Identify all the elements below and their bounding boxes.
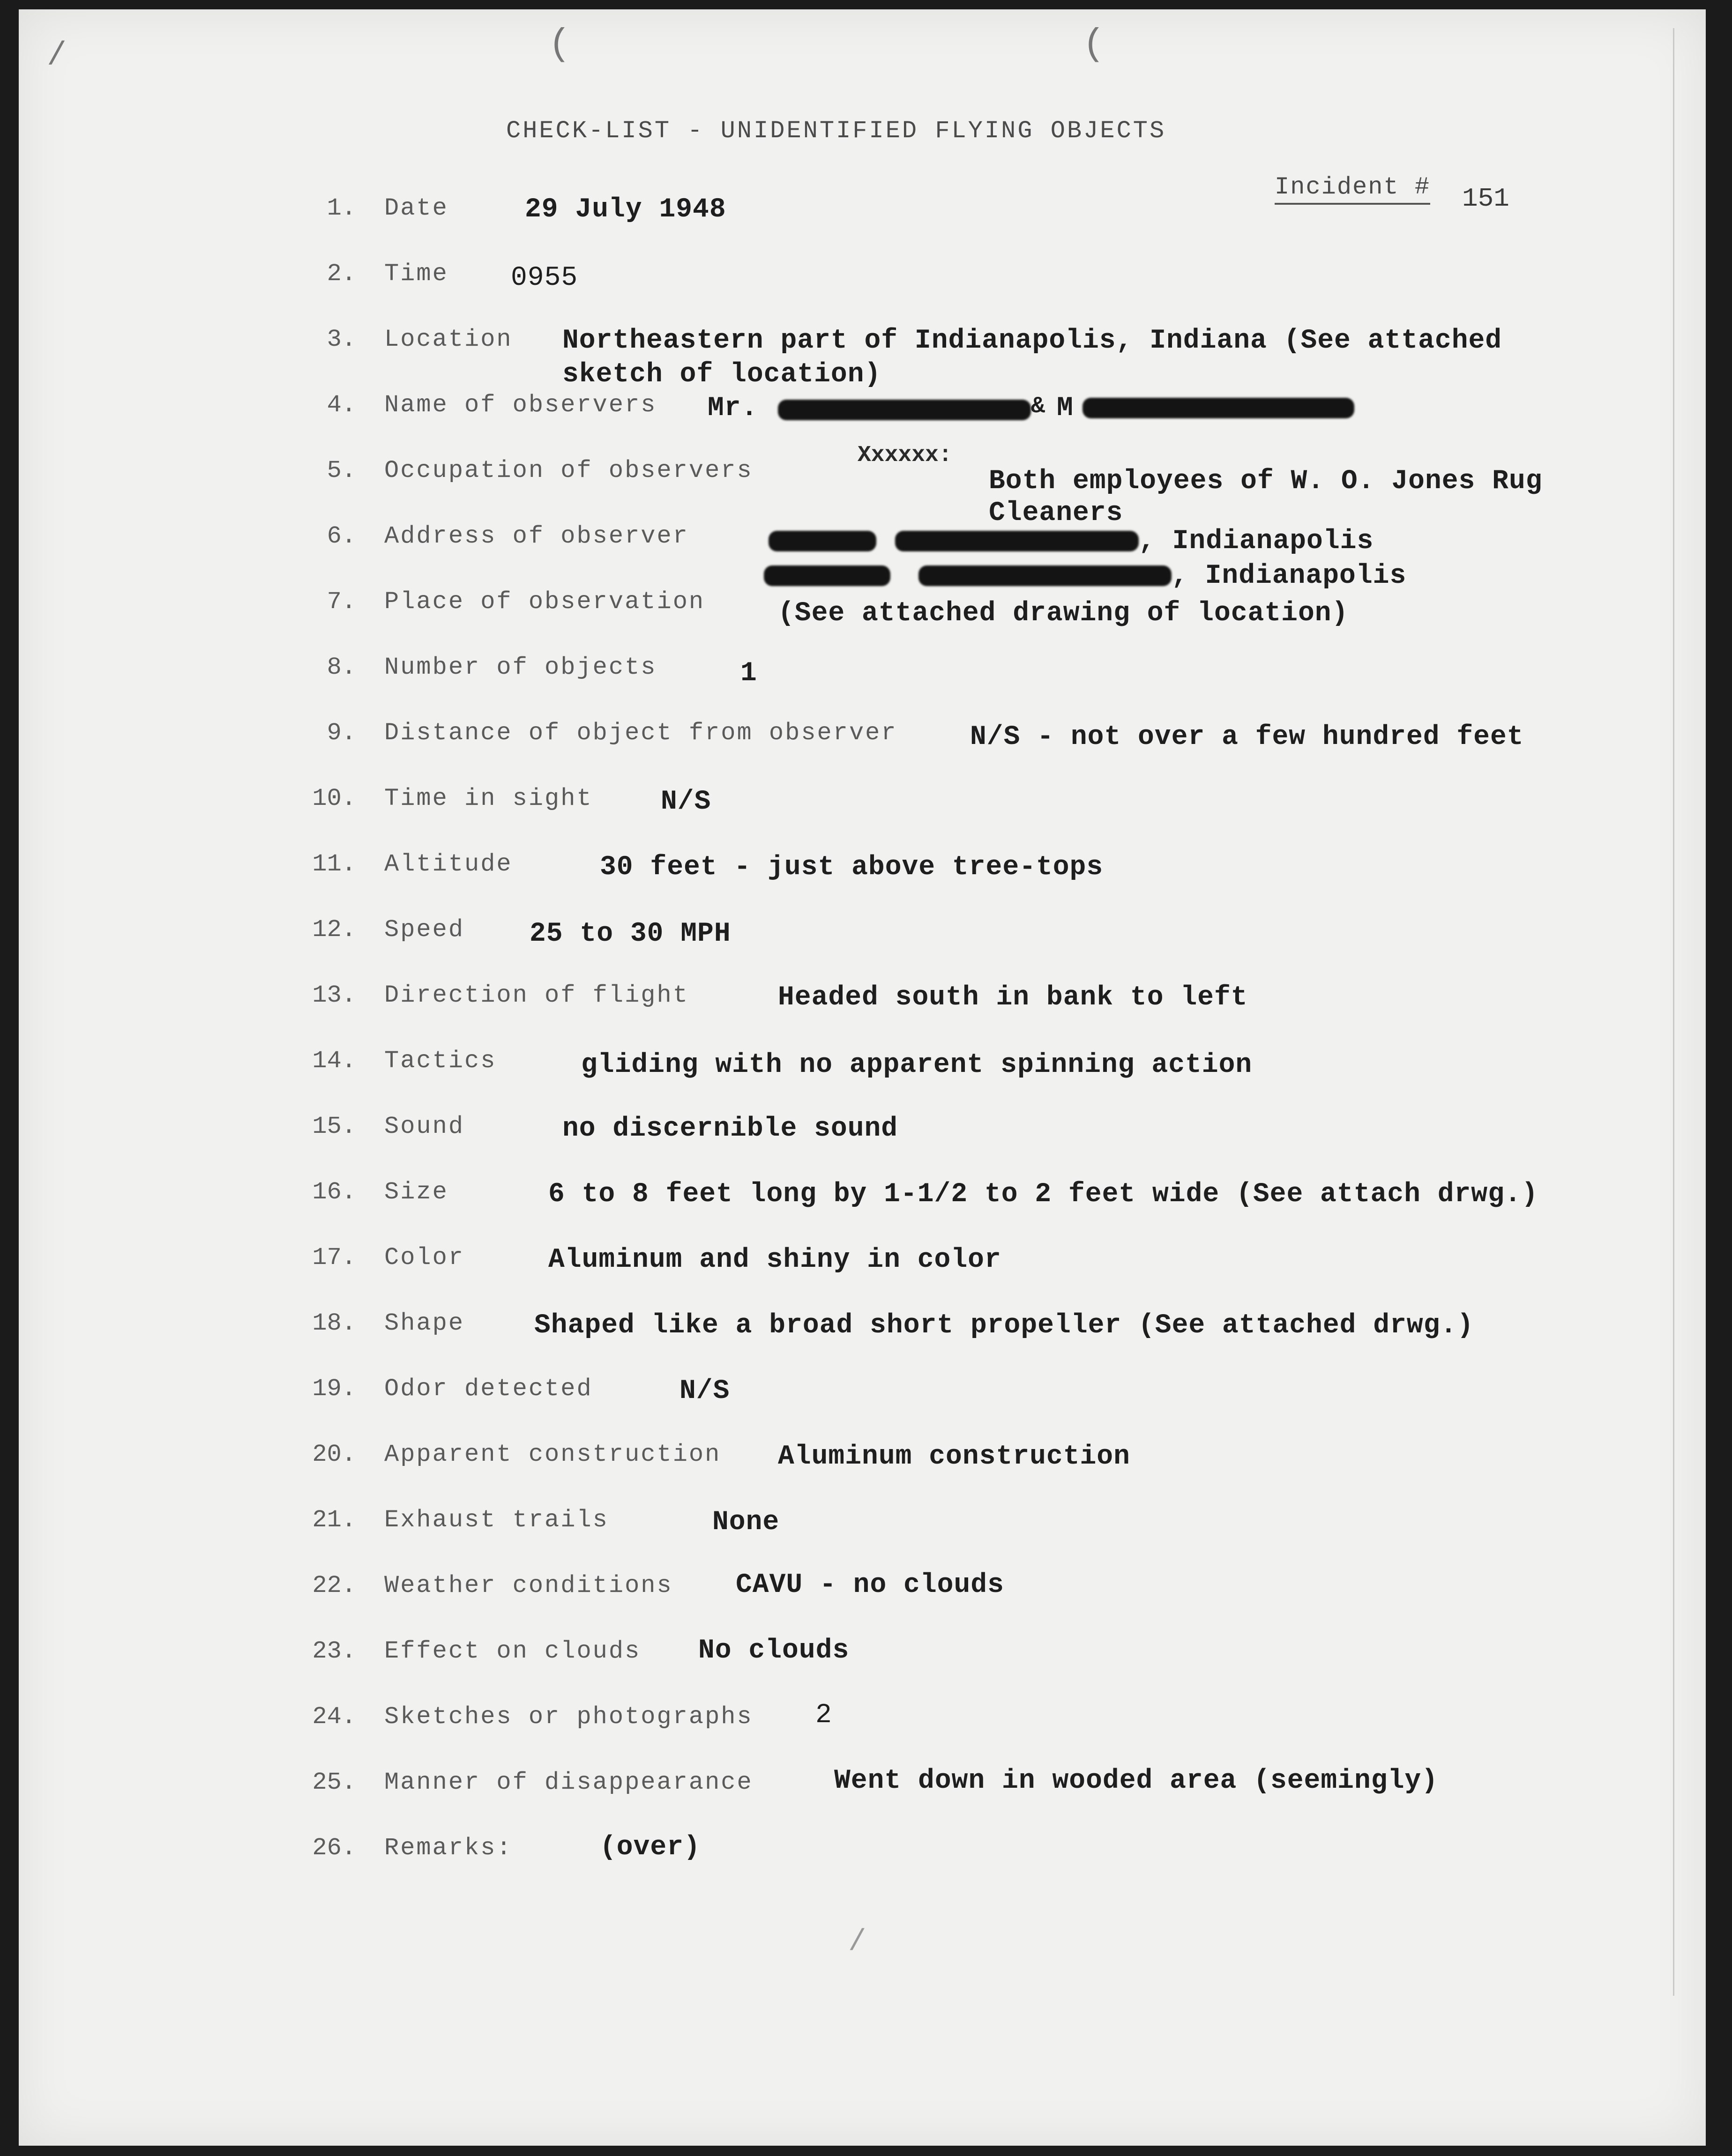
item-number: 14. — [312, 1047, 356, 1075]
item-label: Altitude — [384, 850, 513, 878]
item-label: Number of objects — [384, 654, 657, 681]
checklist-row-exhaust — [19, 1506, 1706, 1553]
item-label: Color — [384, 1244, 465, 1271]
checklist-row-place — [19, 588, 1706, 635]
item-value: Shaped like a broad short propeller (See attached drwg.) — [534, 1310, 1474, 1341]
item-number: 5. — [327, 457, 356, 484]
corner-mark: / — [47, 37, 67, 74]
item-number: 20. — [312, 1441, 356, 1468]
item-number: 21. — [312, 1506, 356, 1534]
item-label: Sketches or photographs — [384, 1703, 753, 1731]
item-label: Direction of flight — [384, 981, 689, 1009]
item-value: Headed south in bank to left — [778, 982, 1248, 1013]
checklist-row-remarks — [19, 1834, 1706, 1881]
checklist-row-disappearance — [19, 1766, 1706, 1815]
item-label: Exhaust trails — [384, 1506, 609, 1534]
item-value: no discernible sound — [562, 1114, 898, 1144]
item-label: Odor detected — [384, 1375, 593, 1403]
punch-mark-right: ( — [1082, 23, 1105, 66]
item-value: CAVU - no clouds — [736, 1570, 1004, 1600]
checklist-row-shape — [19, 1309, 1706, 1356]
punch-mark-left: ( — [548, 23, 571, 66]
item-value: 6 to 8 feet long by 1-1/2 to 2 feet wide (See attach drwg.) — [548, 1179, 1538, 1210]
item-number: 12. — [312, 916, 356, 944]
item-number: 16. — [312, 1178, 356, 1206]
checklist-row-sound — [19, 1113, 1706, 1160]
item-number: 1. — [327, 194, 356, 222]
checklist-row-effect-on-clouds — [19, 1637, 1706, 1684]
item-label: Sound — [384, 1113, 465, 1140]
item-value: Mr. — [708, 393, 758, 424]
checklist-row-address — [19, 522, 1706, 591]
item-value: , Indianapolis — [1139, 526, 1374, 557]
item-value-continued: , Indianapolis — [1172, 561, 1407, 591]
item-value: 1 — [740, 658, 757, 689]
item-label: Tactics — [384, 1047, 497, 1075]
item-value: Northeastern part of Indianapolis, Indiana (See attached — [562, 326, 1502, 356]
item-label: Occupation of observers — [384, 457, 753, 484]
document-title: CHECK-LIST - UNIDENTIFIED FLYING OBJECTS — [506, 117, 1166, 145]
item-value: gliding with no apparent spinning action — [581, 1050, 1253, 1080]
item-value-initial: M — [1057, 393, 1074, 424]
document-page — [19, 9, 1706, 2146]
item-label: Shape — [384, 1309, 465, 1337]
checklist-row-size — [19, 1178, 1706, 1225]
item-number: 18. — [312, 1309, 356, 1337]
redaction-bar — [769, 531, 876, 551]
redaction-bar — [778, 400, 1031, 420]
checklist-row-weather — [19, 1572, 1706, 1619]
item-label: Speed — [384, 916, 465, 944]
item-number: 2. — [327, 260, 356, 288]
checklist-row-occupation — [19, 443, 1706, 528]
incident-number: 151 — [1462, 184, 1509, 214]
redaction-bar — [764, 565, 890, 586]
item-number: 11. — [312, 850, 356, 878]
item-label: Manner of disappearance — [384, 1769, 753, 1796]
item-number: 6. — [327, 522, 356, 550]
item-value: N/S — [679, 1376, 730, 1406]
item-label: Size — [384, 1178, 448, 1206]
struck-text: Xxxxxx: — [858, 443, 952, 468]
item-number: 22. — [312, 1572, 356, 1599]
item-value: 25 to 30 MPH — [530, 919, 731, 949]
checklist-row-sketches — [19, 1700, 1706, 1750]
item-label: Effect on clouds — [384, 1637, 641, 1665]
item-number: 23. — [312, 1637, 356, 1665]
checklist-row-observers — [19, 391, 1706, 438]
checklist-row-altitude — [19, 850, 1706, 897]
item-value-continued: Cleaners — [989, 498, 1123, 528]
item-value-ampersand: & — [1031, 393, 1046, 420]
item-label: Name of observers — [384, 391, 657, 419]
item-number: 24. — [312, 1703, 356, 1731]
checklist-row-tactics — [19, 1047, 1706, 1094]
item-number: 4. — [327, 391, 356, 419]
incident-label: Incident # — [1275, 173, 1430, 205]
item-number: 7. — [327, 588, 356, 616]
item-number: 13. — [312, 981, 356, 1009]
item-label: Distance of object from observer — [384, 719, 897, 747]
redaction-bar — [895, 531, 1139, 551]
item-label: Time in sight — [384, 785, 593, 812]
item-label: Place of observation — [384, 588, 705, 616]
item-label: Apparent construction — [384, 1441, 721, 1468]
item-value: 29 July 1948 — [525, 194, 726, 225]
item-number: 8. — [327, 654, 356, 681]
checklist-row-date — [19, 194, 1706, 241]
item-number: 15. — [312, 1113, 356, 1140]
item-value: 2 — [815, 1700, 832, 1731]
item-value: No clouds — [698, 1636, 850, 1666]
redaction-bar — [1082, 398, 1354, 418]
item-value: Both employees of W. O. Jones Rug — [989, 466, 1543, 497]
item-number: 17. — [312, 1244, 356, 1271]
item-value: N/S - not over a few hundred feet — [970, 722, 1524, 752]
item-value: 0955 — [511, 263, 578, 293]
item-label: Address of observer — [384, 522, 689, 550]
page-stray-mark: / — [848, 1926, 866, 1959]
checklist-row-speed — [19, 916, 1706, 963]
item-label: Time — [384, 260, 448, 288]
checklist-row-location — [19, 326, 1706, 390]
item-value: 30 feet - just above tree-tops — [600, 852, 1104, 883]
item-value-continued: sketch of location) — [562, 359, 881, 390]
item-value: N/S — [661, 787, 711, 817]
item-value: Aluminum and shiny in color — [548, 1245, 1001, 1275]
checklist-row-distance — [19, 719, 1706, 766]
item-number: 10. — [312, 785, 356, 812]
checklist-row-number-of-objects — [19, 654, 1706, 700]
item-number: 19. — [312, 1375, 356, 1403]
redaction-bar — [918, 565, 1172, 586]
item-value: Aluminum construction — [778, 1442, 1130, 1472]
item-number: 9. — [327, 719, 356, 747]
checklist-row-time-in-sight — [19, 785, 1706, 832]
item-value: (See attached drawing of location) — [778, 598, 1349, 629]
item-number: 3. — [327, 326, 356, 353]
checklist-row-time — [19, 260, 1706, 307]
item-number: 26. — [312, 1834, 356, 1862]
item-value: None — [712, 1507, 780, 1538]
checklist-row-construction — [19, 1441, 1706, 1487]
item-label: Location — [384, 326, 513, 353]
checklist-row-odor — [19, 1375, 1706, 1422]
item-number: 25. — [312, 1769, 356, 1796]
item-label: Date — [384, 194, 448, 222]
item-value: (over) — [600, 1832, 701, 1863]
item-value: Went down in wooded area (seemingly) — [834, 1766, 1439, 1796]
checklist-row-color — [19, 1244, 1706, 1291]
checklist-row-direction — [19, 981, 1706, 1028]
item-label: Weather conditions — [384, 1572, 673, 1599]
item-label: Remarks: — [384, 1834, 513, 1862]
